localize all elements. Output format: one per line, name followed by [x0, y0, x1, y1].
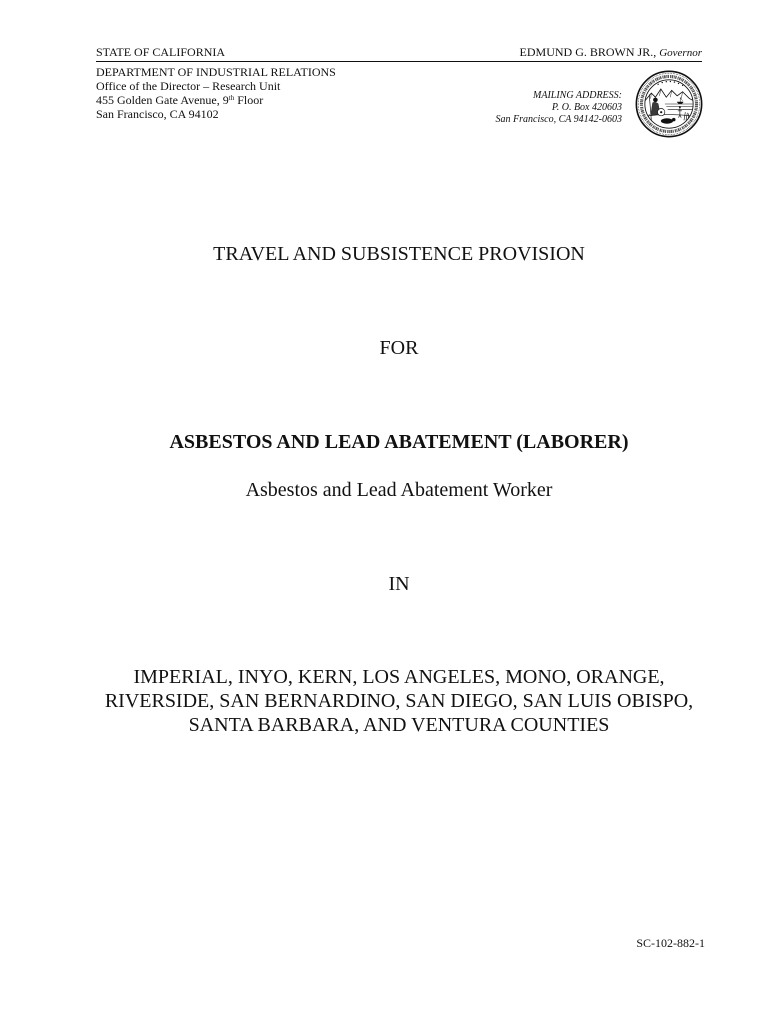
counties-list — [40, 665, 758, 737]
street-address-prefix: 455 Golden Gate Avenue, 9 — [96, 93, 229, 107]
street-address-suffix: Floor — [237, 93, 264, 107]
mailing-address-label: MAILING ADDRESS: — [533, 90, 622, 101]
craft-name: ASBESTOS AND LEAD ABATEMENT (LABORER) — [169, 431, 629, 453]
counties-line: RIVERSIDE, SAN BERNARDINO, SAN DIEGO, SAN LUIS OBISPO, — [104, 690, 694, 712]
mailing-address-block — [496, 90, 622, 126]
department-address-block — [96, 65, 336, 121]
mailing-address-box: P. O. Box 420603 — [551, 102, 622, 113]
seal-miner-head — [679, 106, 681, 108]
document-number: SC-102-882-1 — [636, 936, 705, 950]
classification-name: Asbestos and Lead Abatement Worker — [245, 479, 553, 501]
governor-line — [520, 45, 702, 60]
seal-figure-head — [653, 98, 658, 103]
california-state-seal-icon — [635, 70, 703, 138]
governor-title: Governor — [659, 47, 702, 59]
letterhead-rule — [96, 61, 702, 62]
office-name: Office of the Director – Research Unit — [96, 79, 281, 93]
seal-bear — [661, 118, 673, 123]
street-address — [96, 93, 336, 107]
state-name: STATE OF CALIFORNIA — [96, 45, 226, 59]
seal-bear-head — [672, 118, 676, 122]
counties-line: IMPERIAL, INYO, KERN, LOS ANGELES, MONO, ORANGE, — [133, 666, 665, 688]
city-address: San Francisco, CA 94102 — [96, 107, 219, 121]
street-address-ordinal: th — [228, 94, 235, 102]
governor-name: EDMUND G. BROWN JR., — [519, 45, 657, 59]
mailing-address-city: San Francisco, CA 94142-0603 — [495, 114, 622, 125]
department-name: DEPARTMENT OF INDUSTRIAL RELATIONS — [96, 65, 336, 79]
for-label: FOR — [379, 337, 419, 359]
counties-line: SANTA BARBARA, AND VENTURA COUNTIES — [188, 714, 610, 736]
in-label: IN — [388, 573, 410, 595]
document-title: TRAVEL AND SUBSISTENCE PROVISION — [213, 243, 585, 265]
seal-shield-boss — [660, 111, 662, 113]
